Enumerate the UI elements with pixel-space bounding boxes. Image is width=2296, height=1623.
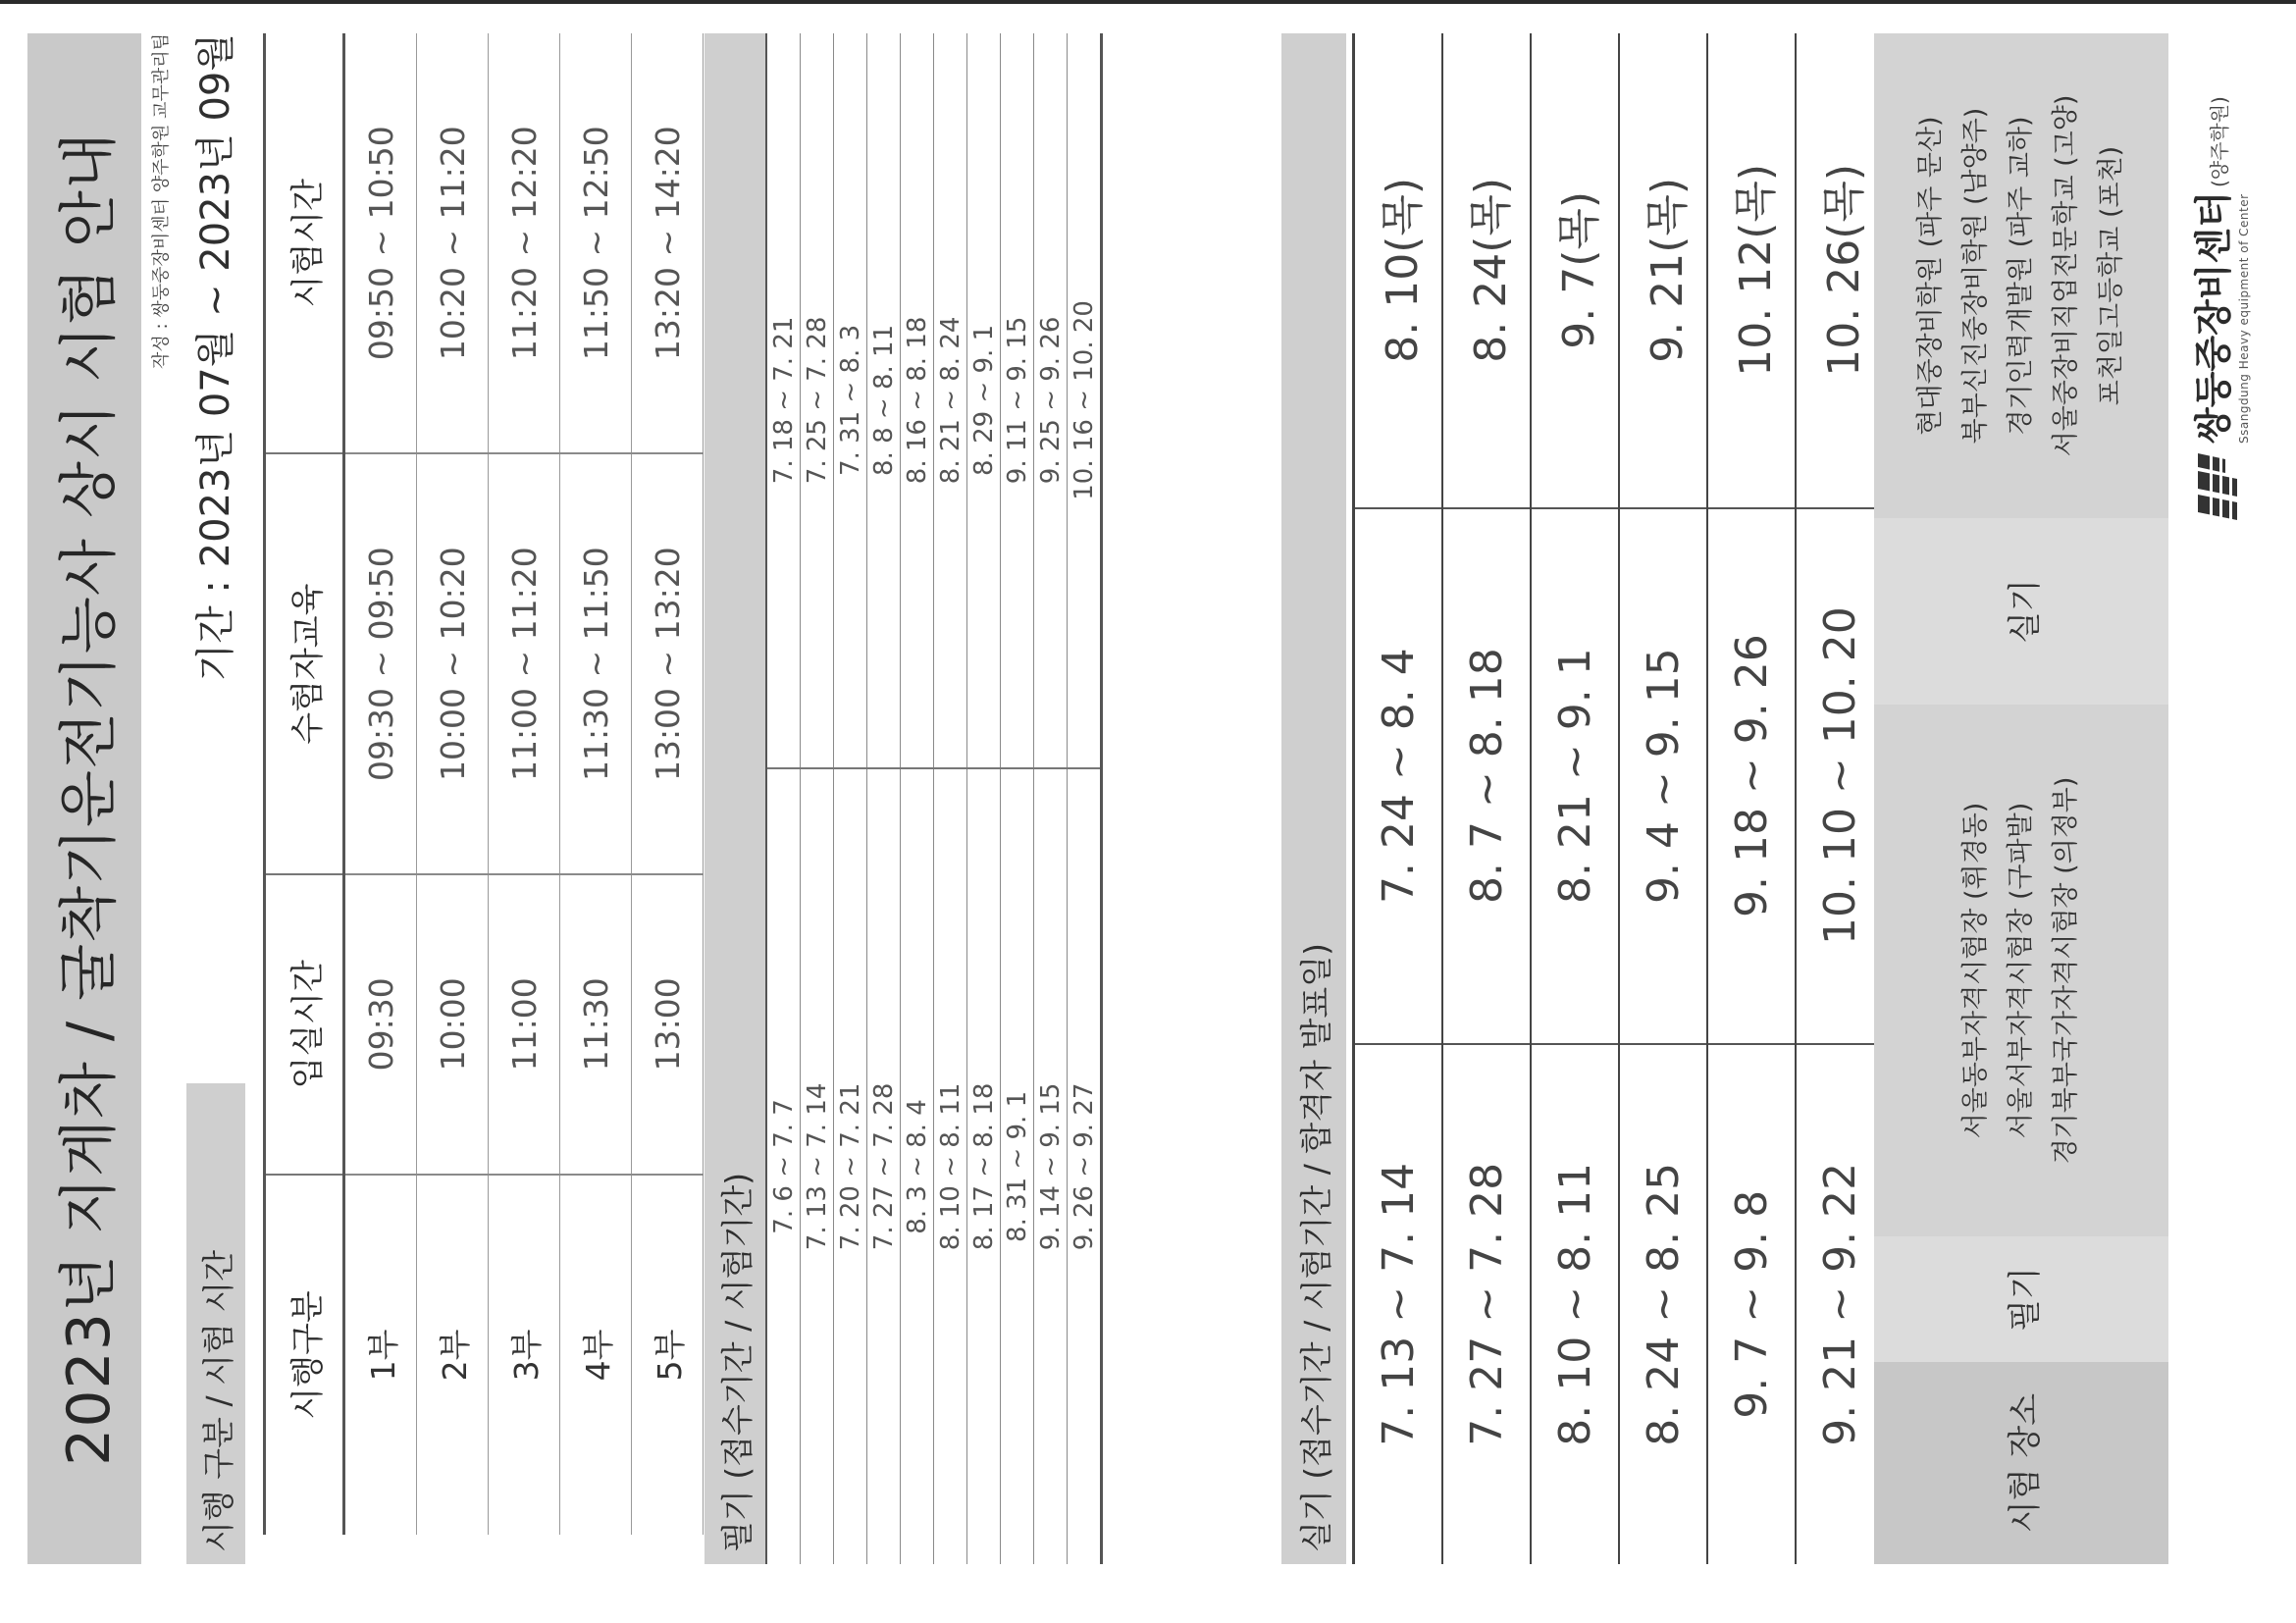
registration-period-cell: 7. 27 ~ 7. 28: [1442, 1044, 1531, 1564]
table-row: [1796, 33, 1884, 1564]
registration-period-cell: 8. 31 ~ 9. 1: [1001, 768, 1034, 1564]
result-date-cell: 8. 24(목): [1442, 33, 1531, 508]
entry-time-cell: 11:30: [560, 874, 632, 1175]
practical-section-header: [1281, 33, 1346, 1564]
header-entry-time: 입실시간: [265, 874, 344, 1175]
exam-time-cell: 10:20 ~ 11:20: [417, 33, 489, 453]
exam-period-cell: 7. 24 ~ 8. 4: [1354, 508, 1443, 1044]
registration-period-cell: 9. 26 ~ 9. 27: [1068, 768, 1102, 1564]
result-date-cell: 10. 26(목): [1796, 33, 1884, 508]
written-exam-table: [765, 33, 1103, 1564]
venue-section: [1874, 33, 2168, 1564]
venue-item: 경기인력개발원 (파주 교하): [2006, 116, 2036, 436]
registration-period-cell: 7. 27 ~ 7. 28: [867, 768, 901, 1564]
registration-period-cell: 7. 6 ~ 7. 7: [766, 768, 801, 1564]
table-row: [867, 33, 901, 1564]
header-exam-time: 시험시간: [265, 33, 344, 453]
registration-period-cell: 8. 24 ~ 8. 25: [1619, 1044, 1707, 1564]
orientation-cell: 11:30 ~ 11:50: [560, 453, 632, 873]
schedule-section-title: 시행 구분 / 시험 시간: [198, 1249, 237, 1552]
author-note: 작성 : 쌍둥중장비센터 양주학원 교무관리팀: [151, 33, 172, 369]
table-row: [801, 33, 834, 1564]
result-date-cell: 8. 10(목): [1354, 33, 1443, 508]
exam-period-cell: 7. 25 ~ 7. 28: [801, 33, 834, 768]
session-cell: 5부: [632, 1175, 704, 1535]
registration-period-cell: 8. 10 ~ 8. 11: [934, 768, 967, 1564]
registration-period-cell: 7. 13 ~ 7. 14: [1354, 1044, 1443, 1564]
venue-written-label: 필기: [1874, 1236, 2168, 1362]
venue-written-list: [1874, 705, 2168, 1236]
venue-item: 현대중장비학원 (파주 문산): [1915, 116, 1946, 436]
orientation-cell: 13:00 ~ 13:20: [632, 453, 704, 873]
venue-practical-label: 실기: [1874, 518, 2168, 705]
venue-item: 서울동부자격시험장 (휘경동): [1960, 802, 1991, 1139]
table-row: [1354, 33, 1443, 1564]
venue-label: 시험 장소: [1874, 1362, 2168, 1564]
entry-time-cell: 13:00: [632, 874, 704, 1175]
page-title: 2023년 지게차 / 굴착기운전기능사 상시 시험 안내: [55, 131, 124, 1466]
registration-period-cell: 9. 7 ~ 9. 8: [1707, 1044, 1796, 1564]
registration-period-cell: 7. 20 ~ 7. 21: [834, 768, 867, 1564]
written-section-header: [704, 33, 765, 1564]
logo-english-name: Ssangdung Heavy equipment of Center: [2237, 193, 2251, 444]
table-row: [934, 33, 967, 1564]
exam-period-cell: 9. 18 ~ 9. 26: [1707, 508, 1796, 1044]
exam-period-cell: 8. 8 ~ 8. 11: [867, 33, 901, 768]
exam-period-cell: 8. 21 ~ 8. 24: [934, 33, 967, 768]
exam-period-cell: 8. 16 ~ 8. 18: [901, 33, 934, 768]
exam-period-cell: 8. 7 ~ 8. 18: [1442, 508, 1531, 1044]
exam-time-cell: 13:20 ~ 14:20: [632, 33, 704, 453]
company-logo: [2183, 96, 2251, 524]
exam-period: 기간 : 2023년 07월 ~ 2023년 09월: [193, 33, 238, 682]
orientation-cell: 09:30 ~ 09:50: [344, 453, 417, 873]
registration-period-cell: 8. 17 ~ 8. 18: [967, 768, 1001, 1564]
exam-period-cell: 8. 29 ~ 9. 1: [967, 33, 1001, 768]
entry-time-cell: 11:00: [489, 874, 560, 1175]
schedule-table: [263, 33, 704, 1535]
registration-period-cell: 7. 13 ~ 7. 14: [801, 768, 834, 1564]
venue-item: 서울중장비직업전문학교 (고양): [2051, 94, 2081, 457]
table-row: [560, 33, 632, 1535]
table-row: [766, 33, 801, 1564]
header-orientation: 수험자교육: [265, 453, 344, 873]
table-row: [1707, 33, 1796, 1564]
registration-period-cell: 8. 10 ~ 8. 11: [1531, 1044, 1619, 1564]
session-cell: 1부: [344, 1175, 417, 1535]
exam-period-cell: 9. 25 ~ 9. 26: [1034, 33, 1068, 768]
exam-period-cell: 7. 18 ~ 7. 21: [766, 33, 801, 768]
written-section-title: 필기 (접수기간 / 시험기간): [717, 1172, 757, 1552]
table-row: [489, 33, 560, 1535]
venue-item: 서울서부자격시험장 (구파발): [2006, 802, 2036, 1139]
entry-time-cell: 10:00: [417, 874, 489, 1175]
session-cell: 3부: [489, 1175, 560, 1535]
schedule-section-header: [186, 1083, 245, 1564]
exam-period-cell: 10. 16 ~ 10. 20: [1068, 33, 1102, 768]
practical-exam-table: [1352, 33, 1885, 1564]
venue-practical-list: [1874, 33, 2168, 518]
exam-period-cell: 9. 11 ~ 9. 15: [1001, 33, 1034, 768]
table-row: [1034, 33, 1068, 1564]
table-row: [1531, 33, 1619, 1564]
table-row: [834, 33, 867, 1564]
table-row: [967, 33, 1001, 1564]
header-session: 시행구분: [265, 1175, 344, 1535]
exam-time-cell: 11:20 ~ 12:20: [489, 33, 560, 453]
registration-period-cell: 9. 14 ~ 9. 15: [1034, 768, 1068, 1564]
result-date-cell: 9. 21(목): [1619, 33, 1707, 508]
practical-section-title: 실기 (접수기간 / 시험기간 / 합격자 발표일): [1296, 943, 1335, 1552]
table-row: [1442, 33, 1531, 1564]
table-header-row: [265, 33, 344, 1535]
exam-period-cell: 7. 31 ~ 8. 3: [834, 33, 867, 768]
exam-period-cell: 8. 21 ~ 9. 1: [1531, 508, 1619, 1044]
table-row: [901, 33, 934, 1564]
logo-mark-icon: [2196, 451, 2239, 524]
session-cell: 2부: [417, 1175, 489, 1535]
table-row: [417, 33, 489, 1535]
venue-item: 포천일고등학교 (포천): [2096, 145, 2126, 406]
logo-name: 쌍둥중장비센터: [2192, 191, 2235, 444]
registration-period-cell: 9. 21 ~ 9. 22: [1796, 1044, 1884, 1564]
table-row: [1068, 33, 1102, 1564]
entry-time-cell: 09:30: [344, 874, 417, 1175]
venue-item: 북부신진중장비학원 (남양주): [1960, 107, 1991, 445]
result-date-cell: 9. 7(목): [1531, 33, 1619, 508]
logo-branch: (양주학원): [2208, 96, 2231, 188]
registration-period-cell: 8. 3 ~ 8. 4: [901, 768, 934, 1564]
result-date-cell: 10. 12(목): [1707, 33, 1796, 508]
orientation-cell: 11:00 ~ 11:20: [489, 453, 560, 873]
orientation-cell: 10:00 ~ 10:20: [417, 453, 489, 873]
table-row: [344, 33, 417, 1535]
exam-time-cell: 09:50 ~ 10:50: [344, 33, 417, 453]
session-cell: 4부: [560, 1175, 632, 1535]
table-row: [632, 33, 704, 1535]
table-row: [1001, 33, 1034, 1564]
table-row: [1619, 33, 1707, 1564]
venue-item: 경기북부국가자격시험장 (의정부): [2051, 776, 2081, 1165]
exam-period-cell: 10. 10 ~ 10. 20: [1796, 508, 1884, 1044]
title-banner: [27, 33, 141, 1564]
exam-time-cell: 11:50 ~ 12:50: [560, 33, 632, 453]
exam-period-cell: 9. 4 ~ 9. 15: [1619, 508, 1707, 1044]
